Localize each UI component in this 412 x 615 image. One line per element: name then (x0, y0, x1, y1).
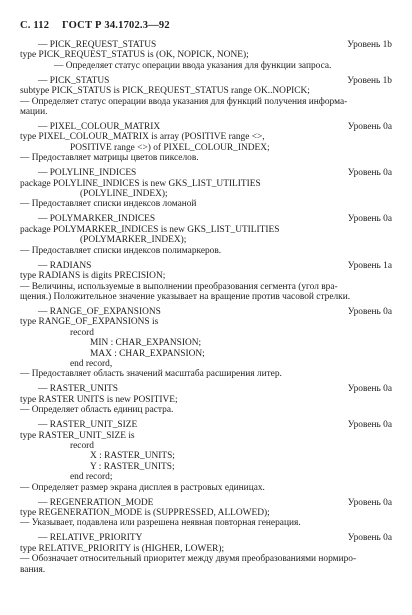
code-line: POSITIVE range <>) of PIXEL_COLOUR_INDEX; (70, 142, 270, 153)
code-line: package POLYLINE_INDICES is new GKS_LIST_UTILITIES (20, 178, 261, 189)
entry-raster-units (20, 384, 394, 415)
code-line: (POLYMARKER_INDEX); (80, 235, 187, 246)
entry-polymarker-indices (20, 214, 394, 256)
description-line: — Предоставляет списки индексов полимаркеров. (20, 245, 222, 256)
entry-name: — RASTER_UNITS Уровень 0a (38, 384, 392, 395)
code-line: end record; (70, 472, 113, 483)
code-line: end record, (70, 358, 113, 369)
description-line: щения.) Положительное значение указывает на вращение против часовой стрелки. (20, 291, 351, 302)
code-line: MIN : CHAR_EXPANSION; (90, 338, 202, 349)
description-line: — Определяет статус операции ввода указания для функции запроса. (54, 60, 332, 71)
entry-name: — POLYLINE_INDICES Уровень 0a (38, 168, 392, 179)
level-label: Уровень 0a (347, 122, 392, 133)
entry-relative-priority (20, 533, 394, 575)
entry-name: — RANGE_OF_EXPANSIONS Уровень 0a (38, 306, 392, 317)
level-label: Уровень 0a (347, 533, 392, 544)
code-line: type RANGE_OF_EXPANSIONS is (20, 317, 159, 328)
document-body (20, 40, 394, 580)
description-line: — Величины, используемые в выполнении преобразования сегмента (угол вра- (20, 281, 338, 292)
entry-name: — RELATIVE_PRIORITY Уровень 0a (38, 533, 392, 544)
code-line: type PIXEL_COLOUR_MATRIX is array (POSITIVE range <>, (20, 132, 265, 143)
level-label: Уровень 0a (347, 497, 392, 508)
code-line: subtype PICK_STATUS is PICK_REQUEST_STATUS range OK..NOPICK; (20, 86, 310, 97)
description-line: — Предоставляет матрицы цветов пикселов. (20, 153, 199, 164)
entry-name: — POLYMARKER_INDICES Уровень 0a (38, 214, 392, 225)
code-line: type RADIANS is digits PRECISION; (20, 271, 166, 282)
level-label: Уровень 0a (347, 168, 392, 179)
code-line: record (70, 327, 94, 338)
level-label: Уровень 1b (347, 40, 392, 50)
entry-name: — RASTER_UNIT_SIZE Уровень 0a (38, 420, 392, 431)
code-line: type REGENERATION_MODE is (SUPPRESSED, ALLOWED); (20, 508, 270, 518)
entry-regeneration-mode (20, 498, 394, 529)
description-line: — Обозначает относительный приоритет между двумя преобразованиями нормиро- (20, 554, 357, 565)
entry-range-of-expansions (20, 307, 394, 380)
description-line: — Предоставляет списки индексов ломаной (20, 199, 197, 210)
code-line: type PICK_REQUEST_STATUS is (OK, NOPICK, NONE); (20, 50, 249, 61)
entry-polyline-indices (20, 168, 394, 210)
level-label: Уровень 1b (347, 75, 392, 86)
entry-radians (20, 261, 394, 303)
entry-name: — PICK_STATUS Уровень 1b (38, 75, 392, 86)
code-line: type RASTER_UNIT_SIZE is (20, 430, 135, 441)
code-line: record (70, 440, 94, 451)
code-line: MAX : CHAR_EXPANSION; (90, 348, 205, 359)
entry-pick-status (20, 76, 394, 118)
description-line: — Определяет область единиц растра. (20, 405, 174, 416)
entry-name: — PICK_REQUEST_STATUS Уровень 1b (38, 40, 392, 50)
entry-name: — PIXEL_COLOUR_MATRIX Уровень 0a (38, 122, 392, 133)
level-label: Уровень 0a (347, 420, 392, 431)
description-line: вания. (20, 564, 46, 575)
description-line: — Указывает, подавлена или разрешена неявная повторная генерация. (20, 518, 301, 529)
description-line: — Определяет размер экрана дисплея в растровых единицах. (20, 482, 265, 493)
description-line: мации. (20, 107, 48, 118)
code-line: type RASTER UNITS is new POSITIVE; (20, 394, 178, 405)
level-label: Уровень 1a (347, 260, 392, 271)
entry-pick-request-status (20, 40, 394, 71)
level-label: Уровень 0a (347, 384, 392, 395)
entry-name: — RADIANS Уровень 1a (38, 260, 392, 271)
description-line: — Предоставляет область значений масштаба расширения литер. (20, 369, 282, 380)
level-label: Уровень 0a (347, 306, 392, 317)
entry-pixel-colour-matrix (20, 122, 394, 164)
description-line: — Определяет статус операции ввода указания для функций получения информа- (20, 96, 348, 107)
standard-title: ГОСТ Р 34.1702.3—92 (62, 20, 170, 31)
code-line: package POLYMARKER_INDICES is new GKS_LIST_UTILITIES (20, 224, 280, 235)
page-header (20, 20, 180, 31)
level-label: Уровень 0a (347, 214, 392, 225)
entry-raster-unit-size (20, 420, 394, 493)
code-line: (POLYLINE_INDEX); (80, 189, 168, 200)
entry-name: — REGENERATION_MODE Уровень 0a (38, 497, 392, 508)
code-line: Y : RASTER_UNITS; (90, 461, 175, 472)
page-number: С. 112 (20, 20, 50, 31)
code-line: type RELATIVE_PRIORITY is (HIGHER, LOWER); (20, 543, 225, 554)
code-line: X : RASTER_UNITS; (90, 451, 175, 462)
